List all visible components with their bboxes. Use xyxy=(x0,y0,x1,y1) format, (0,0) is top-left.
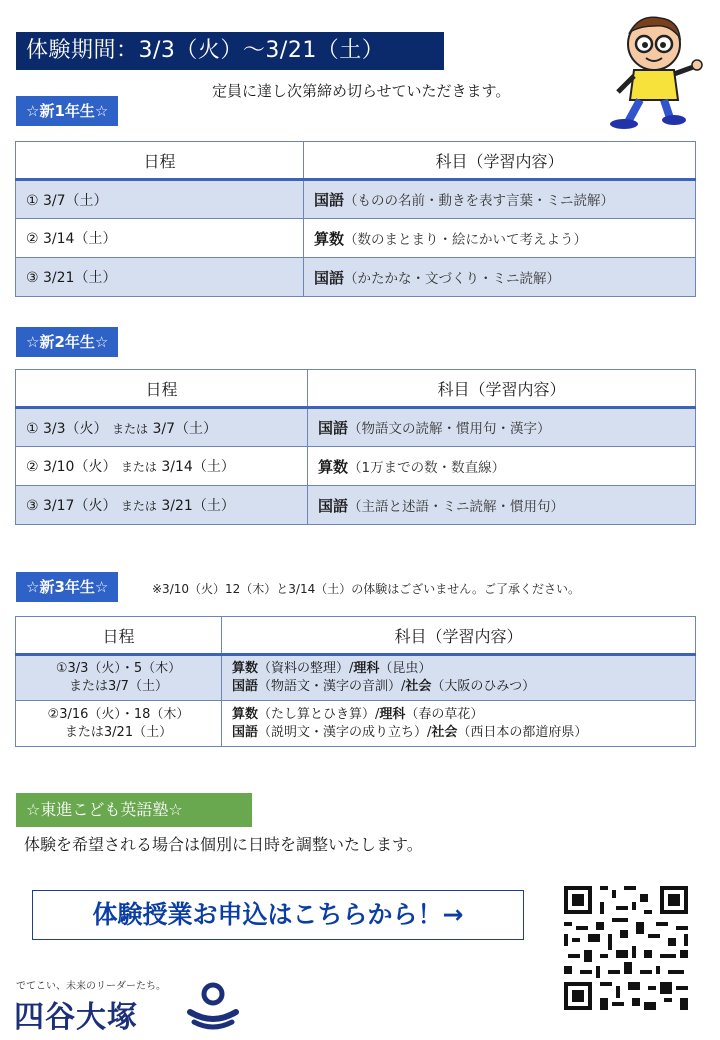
table-row xyxy=(16,258,696,297)
row-detail: （昆虫） xyxy=(379,661,432,676)
row-subject: 理科 xyxy=(379,706,406,722)
row-detail: （資料の整理）/ xyxy=(258,661,354,676)
row-date: ① 3/7（土） xyxy=(16,180,304,219)
row-date-a: ③ 3/17（火） xyxy=(26,498,117,514)
table-row xyxy=(16,447,696,486)
row-or: または xyxy=(69,679,109,694)
apply-button[interactable]: 体験授業お申込はこちらから！→ xyxy=(32,890,524,940)
row-detail: （たし算とひき算）/ xyxy=(258,706,380,722)
qr-code-icon[interactable] xyxy=(560,882,692,1014)
grade1-col-subject: 科目（学習内容） xyxy=(304,142,696,180)
table-row xyxy=(16,219,696,258)
row-date-line2: 3/7（土） xyxy=(108,679,168,694)
grade2-label: ☆新2年生☆ xyxy=(16,327,118,357)
english-school-label: ☆東進こども英語塾☆ xyxy=(16,793,252,827)
grade3-schedule-table xyxy=(15,616,696,747)
row-detail: （主語と述語・ミニ読解・慣用句） xyxy=(348,498,565,515)
row-date: ③ 3/21（土） xyxy=(16,258,304,297)
row-or: または xyxy=(112,421,149,436)
table-row xyxy=(16,180,696,219)
row-subject: 算数 xyxy=(314,229,345,248)
row-detail: （説明文・漢字の成り立ち）/ xyxy=(258,724,432,740)
row-subject: 国語 xyxy=(318,419,349,437)
row-subject: 算数 xyxy=(232,706,259,722)
mascot-illustration xyxy=(600,10,704,130)
row-subject: 社会 xyxy=(405,679,432,694)
row-subject: 算数 xyxy=(232,661,259,676)
table-row xyxy=(16,655,696,701)
row-or: または xyxy=(120,460,157,474)
row-subject: 国語 xyxy=(318,496,349,515)
row-detail: （春の草花） xyxy=(405,706,484,722)
grade1-col-date: 日程 xyxy=(16,142,304,180)
row-date-a: ① 3/3（火） xyxy=(26,420,108,437)
grade2-col-date: 日程 xyxy=(16,370,308,408)
row-detail: （数のまとまり・絵にかいて考えよう） xyxy=(344,231,588,248)
brand-tagline: でてこい、未来のリーダーたち。 xyxy=(16,981,166,992)
row-date: ② 3/14（土） xyxy=(16,219,304,258)
row-subject: 国語 xyxy=(314,268,345,287)
english-school-text: 体験を希望される場合は個別に日時を調整いたします。 xyxy=(24,835,423,854)
row-detail: （西日本の都道府県） xyxy=(457,724,588,740)
row-or: または xyxy=(64,724,104,740)
trial-period-banner: 体験期間：3/3（火）～3/21（土） xyxy=(16,32,444,70)
row-subject: 社会 xyxy=(431,724,458,740)
row-detail: （ものの名前・動きを表す言葉・ミニ読解） xyxy=(344,193,615,209)
row-subject: 国語 xyxy=(232,724,259,740)
grade3-label: ☆新3年生☆ xyxy=(16,572,118,602)
row-date-b: 3/14（土） xyxy=(161,459,235,475)
row-date-a: ② 3/10（火） xyxy=(26,459,117,475)
row-date-line1: ②3/16（火）・18（木） xyxy=(47,706,190,722)
row-detail: （物語文・漢字の音訓）/ xyxy=(258,679,406,694)
row-date-line1: ①3/3（火）・5（木） xyxy=(55,661,182,676)
table-row xyxy=(16,701,696,747)
row-detail: （1万までの数・数直線） xyxy=(348,459,506,476)
row-subject: 理科 xyxy=(353,661,380,676)
row-date-line2: 3/21（土） xyxy=(103,724,173,740)
grade3-col-subject: 科目（学習内容） xyxy=(222,617,696,655)
grade3-col-date: 日程 xyxy=(16,617,222,655)
row-date-b: 3/21（土） xyxy=(161,498,235,514)
grade3-note: ※3/10（火）12（木）と3/14（土）の体験はございません。ご了承ください。 xyxy=(152,582,580,596)
row-detail: （物語文の読解・慣用句・漢字） xyxy=(348,421,551,437)
brand-logo-mark-icon xyxy=(184,980,242,1030)
row-detail: （かたかな・文づくり・ミニ読解） xyxy=(344,270,561,287)
row-or: または xyxy=(120,499,157,513)
grade1-label: ☆新1年生☆ xyxy=(16,96,118,126)
row-subject: 算数 xyxy=(318,457,349,476)
grade2-col-subject: 科目（学習内容） xyxy=(308,370,696,408)
table-row xyxy=(16,408,696,447)
row-subject: 国語 xyxy=(232,679,259,694)
grade1-schedule-table xyxy=(15,141,696,297)
row-date-b: 3/7（土） xyxy=(152,420,217,437)
brand-logo: 四谷大塚 xyxy=(14,1000,138,1035)
capacity-notice: 定員に達し次第締め切らせていただきます。 xyxy=(212,82,511,100)
grade2-schedule-table xyxy=(15,369,696,525)
table-row xyxy=(16,486,696,525)
row-subject: 国語 xyxy=(314,191,345,209)
row-detail: （大阪のひみつ） xyxy=(431,679,536,694)
